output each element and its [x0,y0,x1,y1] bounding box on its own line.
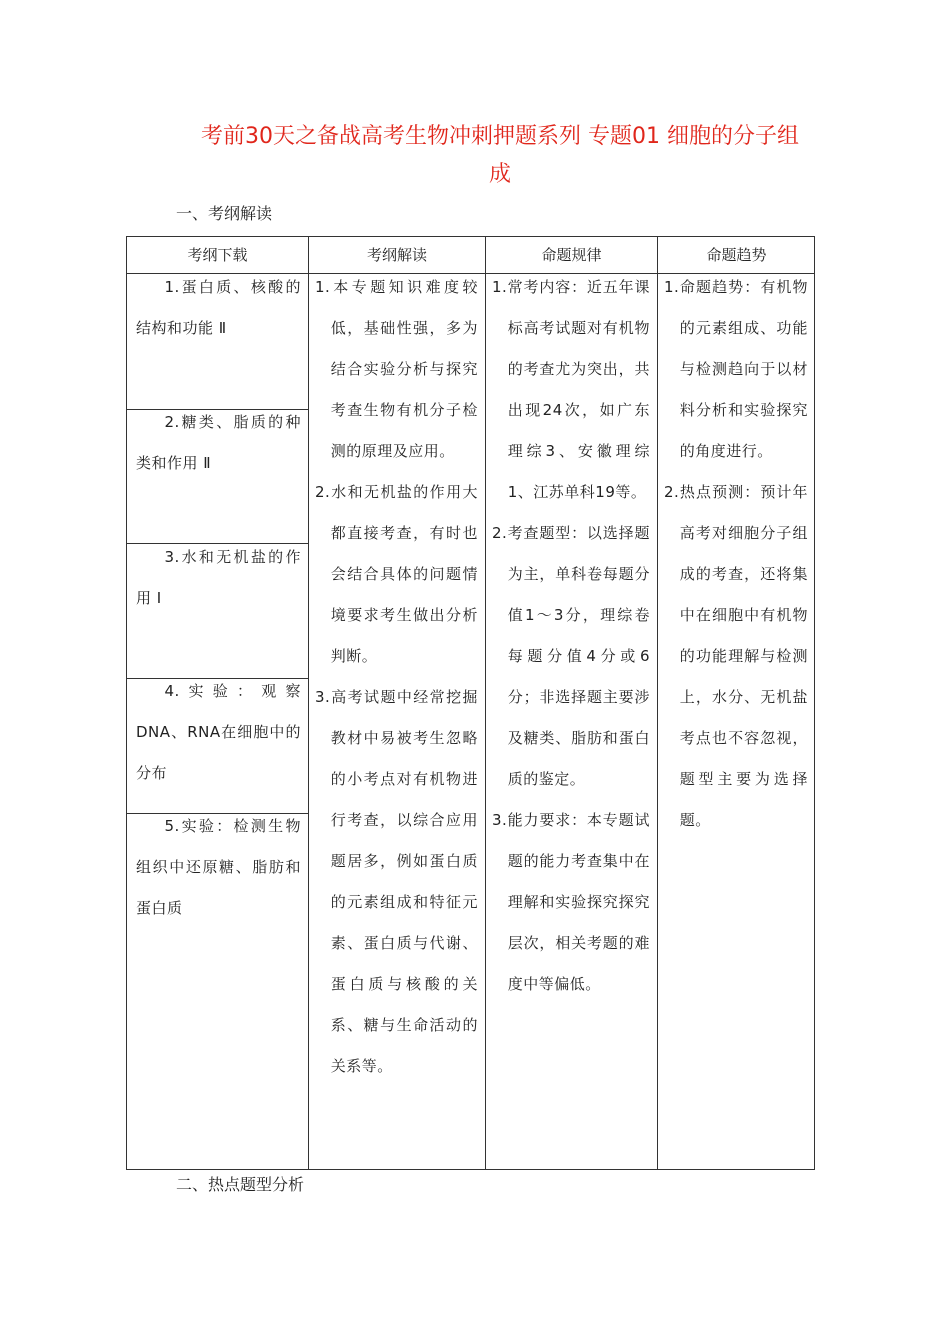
document-title [150,118,850,194]
section-heading-1: 一、考纲解读 [176,204,273,223]
pattern-item: 2.考查题型：以选择题为主，单科卷每题分值1～3分，理综卷每题分值4分或6分；非选择题主要涉及糖类、脂肪和蛋白质的鉴定。 [492,524,650,788]
column-divider [485,237,486,1169]
header-syllabus-download: 考纲下载 [187,246,248,264]
pattern-item: 3.能力要求：本专题试题的能力考查集中在理解和实验探究探究层次，相关考题的难度中等偏低。 [492,811,650,993]
interpretation-list [315,267,478,1087]
title-line-1: 考前30天之备战高考生物冲刺押题系列 专题01 细胞的分子组 [201,124,799,149]
header-exam-trend: 命题趋势 [706,246,767,264]
trend-list [664,267,808,841]
header-exam-pattern: 命题规律 [541,246,602,264]
interpretation-item: 1.本专题知识难度较低，基础性强，多为结合实验分析与探究考查生物有机分子检测的原理及应用。 [315,278,478,460]
interpretation-item: 2.水和无机盐的作用大都直接考查，有时也会结合具体的问题情境要求考生做出分析判断。 [315,483,478,665]
syllabus-item: 2.糖类、脂质的种类和作用 Ⅱ [136,413,301,472]
syllabus-item: 3.水和无机盐的作用 Ⅰ [136,548,301,607]
pattern-item: 1.常考内容：近五年课标高考试题对有机物的考查尤为突出，共出现24次，如广东理综3、安徽理综1、江苏单科19等。 [492,278,650,501]
pattern-list [492,267,650,1005]
trend-item: 2.热点预测：预计年高考对细胞分子组成的考查，还将集中在细胞中有机物的功能理解与检测上，水分、无机盐考点也不容忽视，题型主要为选择题。 [664,483,808,829]
syllabus-item: 1.蛋白质、核酸的结构和功能 Ⅱ [136,278,301,337]
title-line-2: 成 [488,162,511,187]
syllabus-item: 5.实验：检测生物组织中还原糖、脂肪和蛋白质 [136,817,301,917]
section-heading-2: 二、热点题型分析 [176,1175,305,1194]
syllabus-item: 4.实验：观察DNA、RNA在细胞中的分布 [136,682,301,782]
column-divider [308,237,309,1169]
column-divider [657,237,658,1169]
trend-item: 1.命题趋势：有机物的元素组成、功能与检测趋向于以材料分析和实验探究的角度进行。 [664,278,808,460]
header-syllabus-interpretation: 考纲解读 [366,246,427,264]
interpretation-item: 3.高考试题中经常挖掘教材中易被考生忽略的小考点对有机物进行考查，以综合应用题居多，例如蛋白质的元素组成和特征元素、蛋白质与代谢、蛋白质与核酸的关系、糖与生命活动的关系等。 [315,688,478,1075]
syllabus-table [126,236,815,1170]
